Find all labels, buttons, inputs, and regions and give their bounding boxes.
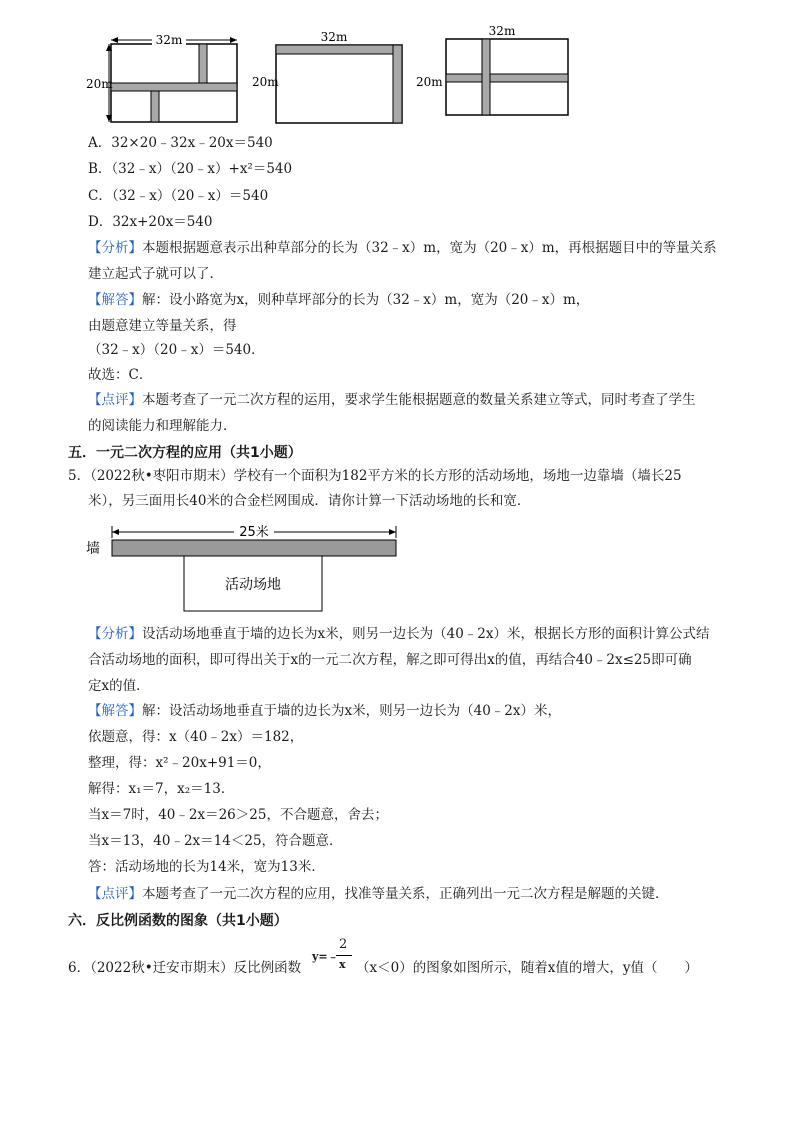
q4-solution-text-1: 解：设小路宽为x，则种草坪部分的长为（32﹣x）m，宽为（20﹣x）m，: [142, 292, 590, 308]
q4-option-a: A．32×20﹣32x﹣20x＝540: [88, 135, 273, 151]
comment-tag: 【点评】: [88, 392, 142, 408]
q6-formula-denominator: x: [339, 958, 346, 971]
q4-option-b: B．（32﹣x）（20﹣x）+x²＝540: [88, 161, 293, 177]
q5-solution-text-7: 答：活动场地的长为14米，宽为13米．: [88, 859, 325, 875]
figure-q4-1-svg: [84, 30, 244, 130]
q5-solution-text-6: 当x＝13，40﹣2x＝14＜25，符合题意．: [88, 833, 343, 849]
figure-q5-svg: [84, 518, 414, 618]
q6-formula: [312, 938, 354, 978]
comment-tag: 【点评】: [88, 886, 142, 902]
q4-analysis-text-2: 建立起式子就可以了．: [88, 266, 223, 282]
solution-tag: 【解答】: [88, 292, 142, 308]
q6-fraction-bar: [336, 955, 352, 956]
q5-wall-label: 墙: [86, 541, 100, 557]
q5-area-label: 活动场地: [225, 577, 281, 593]
q5-solution-text-5: 当x＝7时，40﹣2x＝26＞25，不合题意，舍去；: [88, 807, 388, 823]
q4-comment-text-1: 本题考查了一元二次方程的运用，要求学生能根据题意的数量关系建立等式，同时考查了学生: [142, 392, 696, 408]
q5-analysis-text-1: 设活动场地垂直于墙的边长为x米，则另一边长为（40﹣2x）米，根据长方形的面积计算公式结: [142, 626, 710, 642]
figure-q4-1: [84, 30, 244, 130]
section-5-heading: 五．一元二次方程的应用（共1小题）: [68, 445, 302, 461]
fig3-top-label: 32m: [488, 24, 516, 38]
q5-stem-2: 米），另三面用长40米的合金栏网围成．请你计算一下活动场地的长和宽．: [88, 493, 531, 509]
q5-comment-text-1: 本题考查了一元二次方程的应用，找准等量关系，正确列出一元二次方程是解题的关键．: [142, 886, 669, 902]
q4-option-d: D．32x+20x＝540: [88, 214, 213, 230]
q5-solution-text-1: 解：设活动场地垂直于墙的边长为x米，则另一边长为（40﹣2x）米，: [142, 703, 561, 719]
section-6-heading: 六．反比例函数的图象（共1小题）: [68, 913, 288, 929]
q6-formula-y: y=﹣: [312, 950, 339, 963]
q4-comment: [88, 390, 696, 410]
fig2-top-label: 32m: [320, 30, 348, 44]
figure-q4-2: [252, 30, 412, 130]
q6-stem-pre: 6．（2022秋•迁安市期末）反比例函数: [68, 960, 302, 976]
q4-comment-text-2: 的阅读能力和理解能力．: [88, 418, 237, 434]
q4-option-c: C．（32﹣x）（20﹣x）＝540: [88, 188, 269, 204]
q4-analysis: [88, 238, 717, 258]
q5-comment: [88, 884, 669, 904]
q5-analysis-text-2: 合活动场地的面积，即可得出关于x的一元二次方程，解之即可得出x的值，再结合40﹣2x≤25即可确: [88, 652, 692, 668]
q4-solution-text-4: 故选：C．: [88, 367, 153, 383]
q6-stem-post: （x＜0）的图象如图所示，随着x值的增大，y值（ ）: [356, 960, 698, 976]
q5-solution-text-3: 整理，得：x²﹣20x+91＝0，: [88, 755, 271, 771]
figure-q5: [84, 518, 414, 618]
q5-stem-1: 5．（2022秋•枣阳市期末）学校有一个面积为182平方米的长方形的活动场地，场地一边靠墙（墙长25: [68, 468, 682, 484]
q6-formula-numerator: 2: [339, 937, 348, 952]
analysis-tag: 【分析】: [88, 626, 142, 642]
q5-solution-text-2: 依题意，得：x（40﹣2x）＝182，: [88, 729, 304, 745]
figure-q4-3: [416, 24, 576, 124]
q5-analysis: [88, 624, 710, 644]
q5-solution-text-4: 解得：x₁＝7，x₂＝13．: [88, 781, 235, 797]
fig2-side-label: 20m: [252, 75, 279, 89]
q5-solution: [88, 701, 561, 721]
fig1-top-label: 32m: [155, 33, 183, 47]
q4-solution-text-2: 由题意建立等量关系，得: [88, 318, 237, 334]
fig3-side-label: 20m: [416, 75, 443, 89]
q5-analysis-text-3: 定x的值．: [88, 678, 150, 694]
solution-tag: 【解答】: [88, 703, 142, 719]
q4-solution: [88, 290, 589, 310]
q4-solution-text-3: （32﹣x）（20﹣x）＝540．: [88, 342, 265, 358]
q4-analysis-text-1: 本题根据题意表示出种草部分的长为（32﹣x）m，宽为（20﹣x）m，再根据题目中的等量关系: [142, 240, 717, 256]
analysis-tag: 【分析】: [88, 240, 142, 256]
q6-stem: [68, 958, 301, 978]
figure-q4-2-svg: [252, 30, 412, 130]
q5-length-label: 25米: [239, 525, 269, 540]
fig1-side-label: 20m: [86, 77, 113, 91]
figure-q4-3-svg: [416, 24, 576, 124]
